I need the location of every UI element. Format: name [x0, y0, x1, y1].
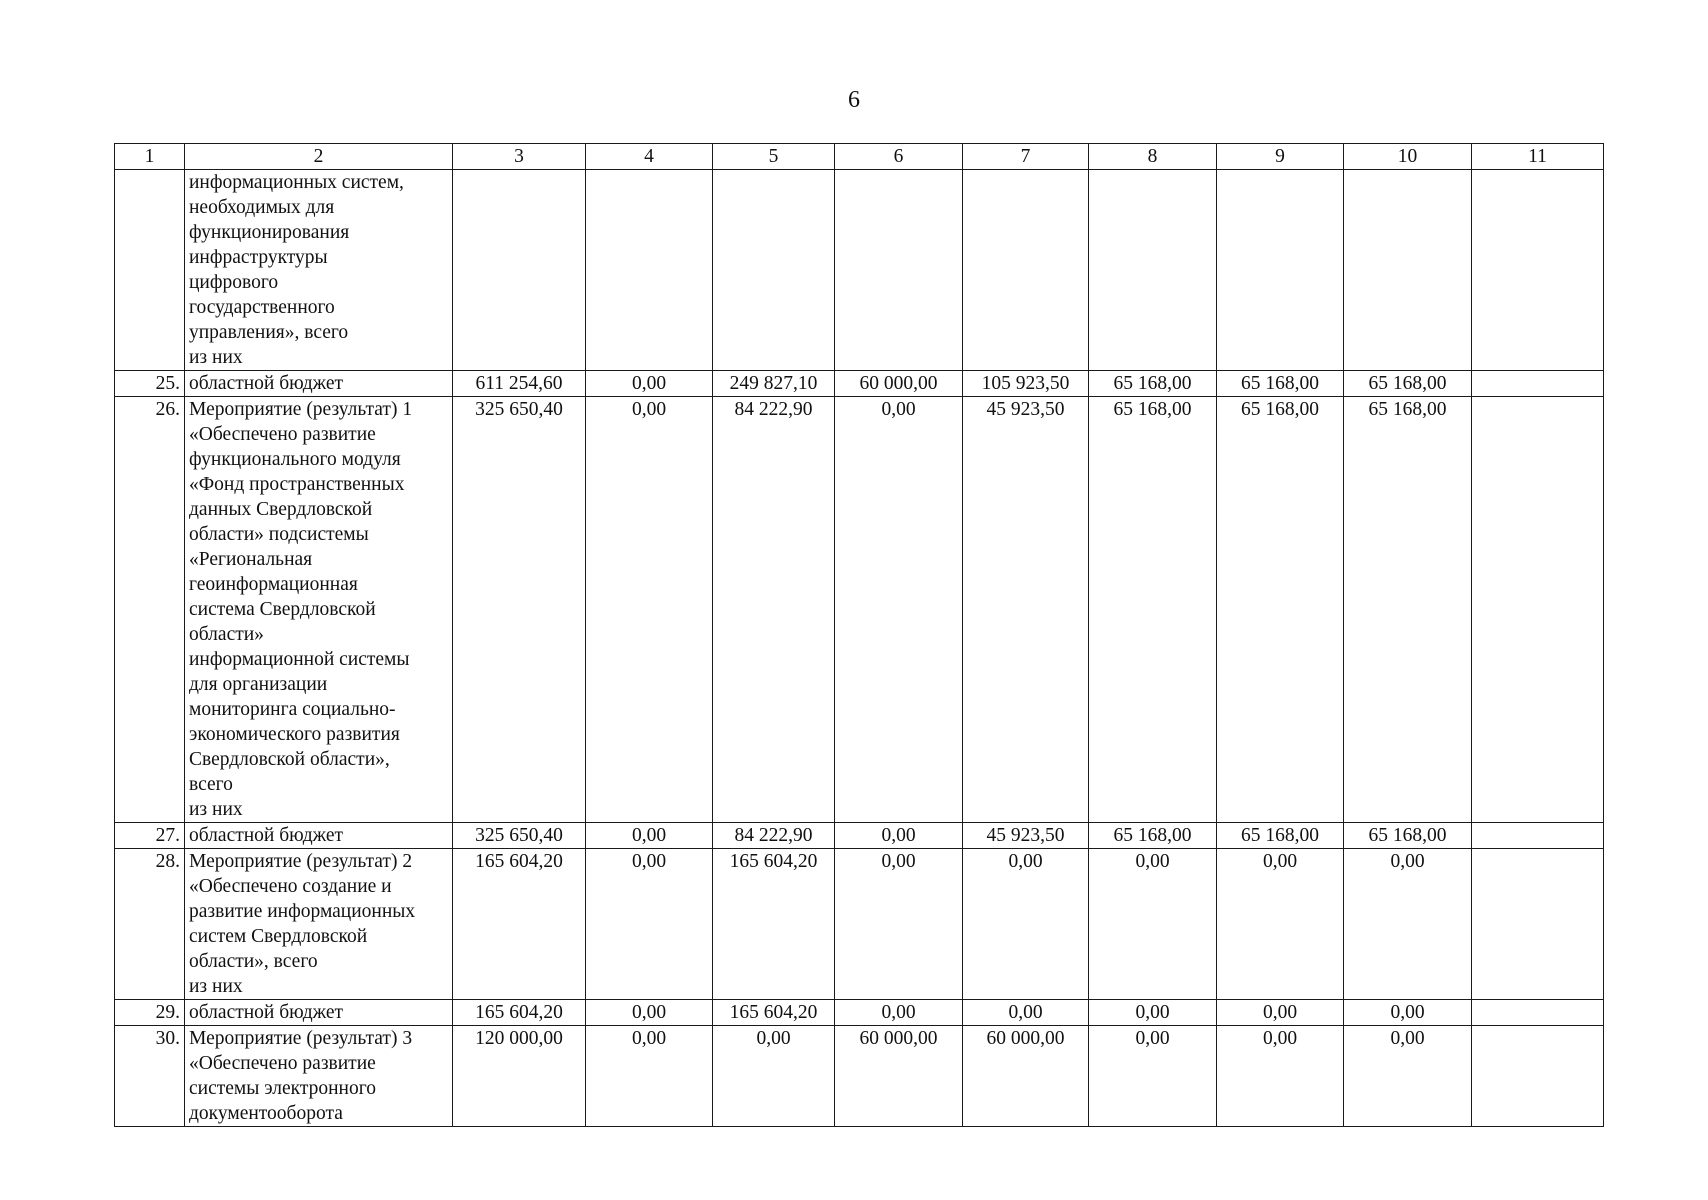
value-cell-col-4: 0,00 — [586, 823, 713, 849]
table-body — [115, 170, 1604, 1127]
value-cell-col-9: 0,00 — [1217, 1000, 1344, 1026]
value-cell-col-3: 120 000,00 — [453, 1026, 586, 1127]
value-cell-col-11 — [1472, 849, 1604, 1000]
row-description: областной бюджет — [185, 823, 453, 849]
table-row — [115, 1000, 1604, 1026]
row-number: 26. — [115, 397, 185, 823]
value-cell-col-6: 0,00 — [835, 1000, 963, 1026]
table-row — [115, 823, 1604, 849]
table-row — [115, 1026, 1604, 1127]
value-cell-col-11 — [1472, 823, 1604, 849]
value-cell-col-9: 65 168,00 — [1217, 397, 1344, 823]
page-number: 6 — [848, 87, 860, 113]
value-cell-col-3: 165 604,20 — [453, 849, 586, 1000]
value-cell-col-3 — [453, 170, 586, 371]
value-cell-col-11 — [1472, 1000, 1604, 1026]
value-cell-col-7 — [963, 170, 1089, 371]
value-cell-col-9: 0,00 — [1217, 849, 1344, 1000]
value-cell-col-7: 45 923,50 — [963, 823, 1089, 849]
row-number: 27. — [115, 823, 185, 849]
value-cell-col-8: 0,00 — [1089, 1026, 1217, 1127]
value-cell-col-5: 84 222,90 — [713, 397, 835, 823]
value-cell-col-5: 165 604,20 — [713, 1000, 835, 1026]
row-description: информационных систем, необходимых для функционирования инфраструктуры цифрового государственного управления», всего из них — [185, 170, 453, 371]
value-cell-col-4 — [586, 170, 713, 371]
table-row — [115, 849, 1604, 1000]
value-cell-col-5: 0,00 — [713, 1026, 835, 1127]
column-header-5: 5 — [713, 144, 835, 170]
column-header-3: 3 — [453, 144, 586, 170]
column-header-4: 4 — [586, 144, 713, 170]
row-description: областной бюджет — [185, 371, 453, 397]
value-cell-col-10: 0,00 — [1344, 1000, 1472, 1026]
value-cell-col-3: 165 604,20 — [453, 1000, 586, 1026]
budget-table — [114, 143, 1604, 1127]
value-cell-col-8: 65 168,00 — [1089, 371, 1217, 397]
value-cell-col-10: 65 168,00 — [1344, 823, 1472, 849]
value-cell-col-10: 65 168,00 — [1344, 397, 1472, 823]
row-description: Мероприятие (результат) 2 «Обеспечено создание и развитие информационных систем Свердловской области», всего из них — [185, 849, 453, 1000]
row-number — [115, 170, 185, 371]
value-cell-col-8: 0,00 — [1089, 849, 1217, 1000]
column-header-10: 10 — [1344, 144, 1472, 170]
value-cell-col-4: 0,00 — [586, 849, 713, 1000]
table-header — [115, 144, 1604, 170]
column-header-11: 11 — [1472, 144, 1604, 170]
value-cell-col-8: 65 168,00 — [1089, 397, 1217, 823]
value-cell-col-6: 60 000,00 — [835, 371, 963, 397]
row-description: Мероприятие (результат) 1 «Обеспечено развитие функционального модуля «Фонд пространственных данных Свердловской области» подсистемы «Региональная геоинформационная система Свердловской области» информационной системы для организации мониторинга социально- экономического развития Свердловской области», всего из них — [185, 397, 453, 823]
value-cell-col-5: 249 827,10 — [713, 371, 835, 397]
row-description: областной бюджет — [185, 1000, 453, 1026]
value-cell-col-3: 611 254,60 — [453, 371, 586, 397]
value-cell-col-10: 0,00 — [1344, 1026, 1472, 1127]
value-cell-col-9 — [1217, 170, 1344, 371]
value-cell-col-6: 0,00 — [835, 397, 963, 823]
value-cell-col-8 — [1089, 170, 1217, 371]
value-cell-col-7: 0,00 — [963, 1000, 1089, 1026]
value-cell-col-5: 165 604,20 — [713, 849, 835, 1000]
table-row — [115, 397, 1604, 823]
value-cell-col-6: 0,00 — [835, 849, 963, 1000]
value-cell-col-10: 0,00 — [1344, 849, 1472, 1000]
value-cell-col-11 — [1472, 170, 1604, 371]
value-cell-col-3: 325 650,40 — [453, 823, 586, 849]
value-cell-col-4: 0,00 — [586, 371, 713, 397]
value-cell-col-7: 0,00 — [963, 849, 1089, 1000]
column-header-7: 7 — [963, 144, 1089, 170]
row-description: Мероприятие (результат) 3 «Обеспечено развитие системы электронного документооборота — [185, 1026, 453, 1127]
value-cell-col-7: 60 000,00 — [963, 1026, 1089, 1127]
column-number-row — [115, 144, 1604, 170]
table-row — [115, 170, 1604, 371]
value-cell-col-9: 65 168,00 — [1217, 371, 1344, 397]
value-cell-col-11 — [1472, 1026, 1604, 1127]
value-cell-col-7: 45 923,50 — [963, 397, 1089, 823]
column-header-6: 6 — [835, 144, 963, 170]
value-cell-col-9: 0,00 — [1217, 1026, 1344, 1127]
value-cell-col-5: 84 222,90 — [713, 823, 835, 849]
value-cell-col-6 — [835, 170, 963, 371]
value-cell-col-11 — [1472, 371, 1604, 397]
value-cell-col-11 — [1472, 397, 1604, 823]
value-cell-col-5 — [713, 170, 835, 371]
column-header-1: 1 — [115, 144, 185, 170]
value-cell-col-10: 65 168,00 — [1344, 371, 1472, 397]
row-number: 29. — [115, 1000, 185, 1026]
value-cell-col-9: 65 168,00 — [1217, 823, 1344, 849]
row-number: 28. — [115, 849, 185, 1000]
value-cell-col-8: 65 168,00 — [1089, 823, 1217, 849]
value-cell-col-10 — [1344, 170, 1472, 371]
value-cell-col-4: 0,00 — [586, 397, 713, 823]
column-header-8: 8 — [1089, 144, 1217, 170]
value-cell-col-3: 325 650,40 — [453, 397, 586, 823]
column-header-9: 9 — [1217, 144, 1344, 170]
row-number: 30. — [115, 1026, 185, 1127]
value-cell-col-6: 60 000,00 — [835, 1026, 963, 1127]
row-number: 25. — [115, 371, 185, 397]
value-cell-col-6: 0,00 — [835, 823, 963, 849]
value-cell-col-4: 0,00 — [586, 1000, 713, 1026]
value-cell-col-8: 0,00 — [1089, 1000, 1217, 1026]
value-cell-col-7: 105 923,50 — [963, 371, 1089, 397]
column-header-2: 2 — [185, 144, 453, 170]
table-row — [115, 371, 1604, 397]
value-cell-col-4: 0,00 — [586, 1026, 713, 1127]
